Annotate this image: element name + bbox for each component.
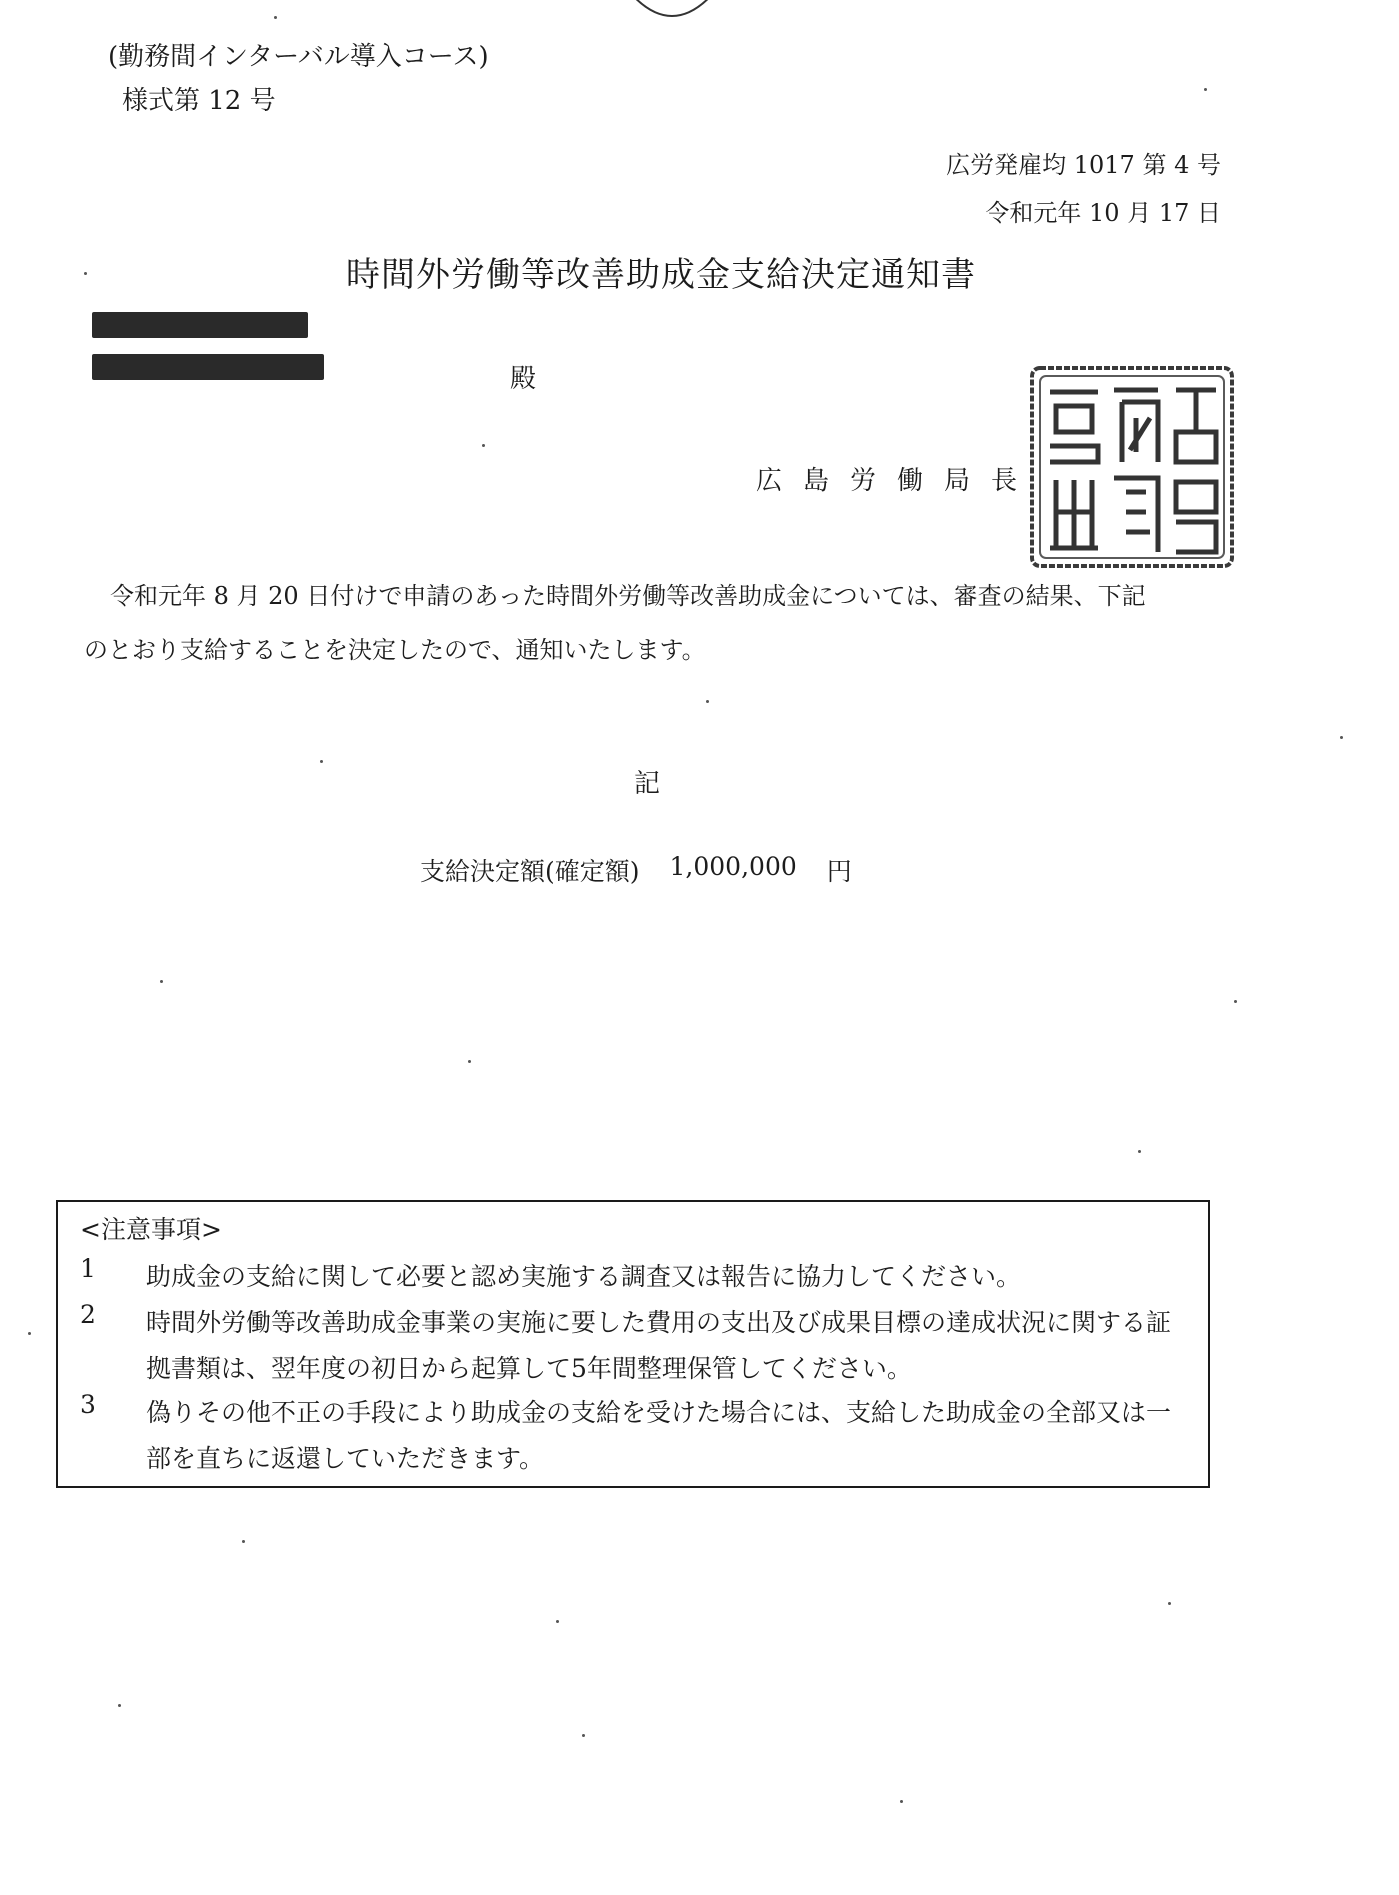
recipient-honorific: 殿 xyxy=(510,364,537,394)
scan-speck xyxy=(468,1060,471,1063)
official-seal-stamp xyxy=(1026,362,1238,572)
scan-speck xyxy=(482,444,485,447)
scan-speck xyxy=(160,980,163,983)
notice-item xyxy=(80,1254,1186,1300)
amount-unit: 円 xyxy=(826,857,852,886)
scan-speck xyxy=(242,1540,245,1543)
amount-row xyxy=(420,852,852,888)
scan-speck xyxy=(320,760,323,763)
scan-speck xyxy=(556,1620,559,1623)
scan-speck xyxy=(84,272,87,275)
scan-speck xyxy=(274,16,277,19)
notice-title: <注意事項> xyxy=(80,1215,222,1244)
notice-item-number: 1 xyxy=(80,1254,96,1283)
issuer-name: 広島労働局長 xyxy=(756,466,1039,496)
amount-label: 支給決定額(確定額) xyxy=(420,857,640,886)
course-label: (勤務間インターバル導入コース) xyxy=(108,42,489,72)
page-title: 時間外労働等改善助成金支給決定通知書 xyxy=(346,255,976,295)
scan-speck xyxy=(900,1800,903,1803)
scan-speck xyxy=(1138,1150,1141,1153)
scan-speck xyxy=(1234,1000,1237,1003)
scan-speck xyxy=(582,1734,585,1737)
body-text-line-2: のとおり支給することを決定したので、通知いたします。 xyxy=(84,636,706,664)
body-text-line-1: 令和元年 8 月 20 日付けで申請のあった時間外労働等改善助成金については、審査の結果、下記 xyxy=(110,582,1146,610)
scan-speck xyxy=(1168,1602,1171,1605)
notice-item-number: 3 xyxy=(80,1390,96,1419)
top-seal-fragment xyxy=(612,0,732,50)
notice-box xyxy=(56,1200,1210,1488)
notice-item-number: 2 xyxy=(80,1300,96,1329)
notice-item xyxy=(80,1390,1186,1482)
amount-value: 1,000,000 xyxy=(669,852,797,881)
notice-item xyxy=(80,1300,1186,1392)
document-date: 令和元年 10 月 17 日 xyxy=(985,199,1221,227)
form-number: 様式第 12 号 xyxy=(122,86,276,116)
redacted-recipient-name xyxy=(92,354,324,380)
redacted-recipient-company xyxy=(92,312,308,338)
notice-item-text: 偽りその他不正の手段により助成金の支給を受けた場合には、支給した助成金の全部又は一部を直ちに返還していただきます。 xyxy=(146,1398,1172,1473)
record-heading: 記 xyxy=(634,769,661,799)
scan-speck xyxy=(118,1704,121,1707)
scan-speck xyxy=(1340,736,1343,739)
notice-item-text: 時間外労働等改善助成金事業の実施に要した費用の支出及び成果目標の達成状況に関する証拠書類は、翌年度の初日から起算して5年間整理保管してください。 xyxy=(146,1308,1172,1383)
notice-item-text: 助成金の支給に関して必要と認め実施する調査又は報告に協力してください。 xyxy=(146,1262,1022,1291)
scan-speck xyxy=(1204,88,1207,91)
scan-speck xyxy=(706,700,709,703)
document-number: 広労発雇均 1017 第 4 号 xyxy=(946,151,1221,179)
scan-speck xyxy=(28,1332,31,1335)
